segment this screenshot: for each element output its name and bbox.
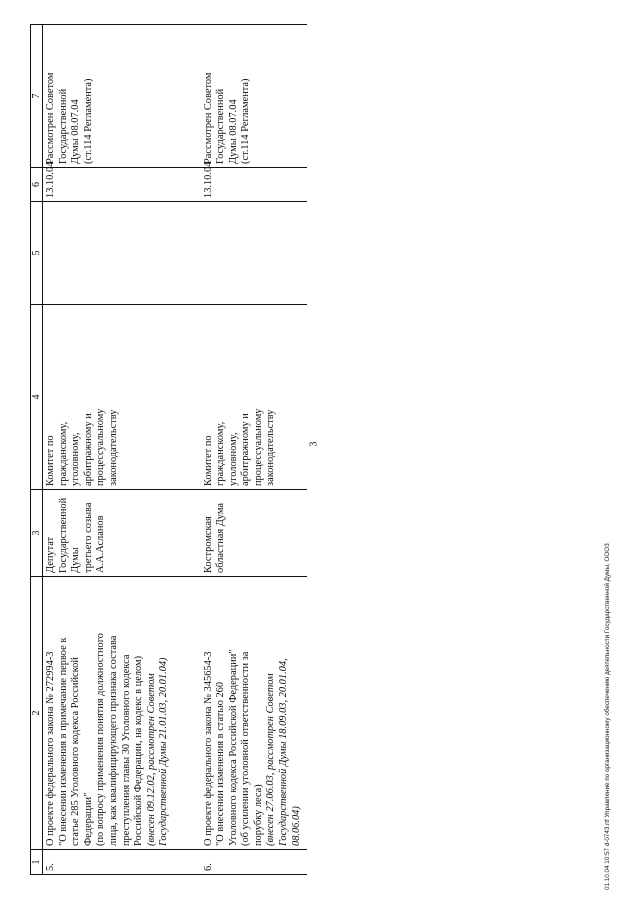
bill-note-line: (внесен 27.06.03, рассмотрен Советом <box>265 673 277 846</box>
bill-title-line: "О внесении изменения в статью 260 <box>215 681 227 846</box>
status-line: Думы 08.07.04 <box>227 99 239 164</box>
committee-line: уголовному, <box>70 432 82 486</box>
bill-title-line: статье 285 Уголовного кодекса Российской <box>70 657 82 846</box>
bill-author <box>43 490 201 577</box>
bill-title-line: О проекте федерального закона № 272994-3 <box>45 651 56 846</box>
table-row <box>201 25 308 875</box>
committee-line: арбитражному и <box>82 413 94 486</box>
column-header: 7 <box>31 25 43 168</box>
committee-line: гражданскому, <box>215 421 227 486</box>
bill-title-line: Федерации" <box>82 792 94 846</box>
bill-title-line: "О внесении изменения в примечание первое к <box>57 637 69 846</box>
bill-description <box>43 577 201 850</box>
status-line: Рассмотрен Советом <box>202 72 214 164</box>
status-cell <box>201 25 308 168</box>
date-cell: 13.10.04 <box>201 168 308 202</box>
bill-title-line: (по вопросу применения понятия должностного <box>95 633 107 846</box>
bill-title-line: Российской Федерации, на кодекс в целом) <box>133 655 145 846</box>
table-header-row <box>31 25 43 875</box>
author-line: Депутат <box>45 536 56 573</box>
committee-line: процессуальному <box>252 408 264 486</box>
author-line: Костромская <box>202 516 214 573</box>
bill-note-line: 08.06.04) <box>290 806 302 846</box>
column-header: 6 <box>31 168 43 202</box>
column-header: 1 <box>31 850 43 875</box>
committee-line: Комитет по <box>45 435 56 486</box>
committee-line: арбитражному и <box>240 413 252 486</box>
column-header: 2 <box>31 577 43 850</box>
column-header: 3 <box>31 490 43 577</box>
author-line: Государственной <box>57 497 69 573</box>
page-number: 3 <box>308 441 320 447</box>
committee-line: уголовному, <box>227 432 239 486</box>
committee-line: законодательству <box>107 409 119 486</box>
author-line: областная Дума <box>215 503 227 573</box>
column-header: 5 <box>31 202 43 305</box>
rotated-page-content <box>30 25 610 875</box>
author-line: А.А.Асланов <box>95 515 107 573</box>
bill-note-line: Государственной Думы 21.01.03, 20.01.04) <box>158 657 170 846</box>
bill-author <box>201 490 308 577</box>
row-number: 5. <box>43 850 201 875</box>
bill-title-line: порубку леса) <box>252 784 264 846</box>
committee-line: гражданскому, <box>57 421 69 486</box>
bill-note-line: Государственной Думы 18.09.03, 20.01.04, <box>278 658 290 846</box>
committee-line: процессуальному <box>95 408 107 486</box>
column-5-cell <box>43 202 201 305</box>
bill-description <box>201 577 308 850</box>
status-line: (ст.114 Регламента) <box>240 78 252 164</box>
bill-title-line: (об усилении уголовной ответственности за <box>240 651 252 846</box>
bill-title-line: лица, как квалифицирующего признака состава <box>107 635 119 846</box>
status-line: Государственной <box>57 88 69 164</box>
status-line: Рассмотрен Советом <box>45 72 56 164</box>
document-footer: 01.10.04 10:57 d-0743.rtf Управление по организационному обеспечению деятельности Государственной Думы, ООО3 <box>604 543 611 890</box>
responsible-committee <box>43 305 201 490</box>
row-number: 6. <box>201 850 308 875</box>
column-header: 4 <box>31 305 43 490</box>
status-line: Думы 08.07.04 <box>70 99 82 164</box>
status-line: (ст.114 Регламента) <box>82 78 94 164</box>
author-line: Думы <box>70 547 82 573</box>
status-line: Государственной <box>215 88 227 164</box>
bill-title-line: О проекте федерального закона № 345654-3 <box>202 651 214 846</box>
column-5-cell <box>201 202 308 305</box>
committee-line: Комитет по <box>202 435 214 486</box>
responsible-committee <box>201 305 308 490</box>
bills-table <box>30 24 307 875</box>
bill-note-line: (внесен 09.12.02, рассмотрен Советом <box>145 673 157 846</box>
bill-title-line: Уголовного кодекса Российской Федерации" <box>227 649 239 846</box>
date-cell: 13.10.04 <box>43 168 201 202</box>
author-line: третьего созыва <box>82 502 94 573</box>
committee-line: законодательству <box>265 409 277 486</box>
table-row <box>43 25 201 875</box>
status-cell <box>43 25 201 168</box>
bill-title-line: преступления главы 30 Уголовного кодекса <box>120 654 132 846</box>
